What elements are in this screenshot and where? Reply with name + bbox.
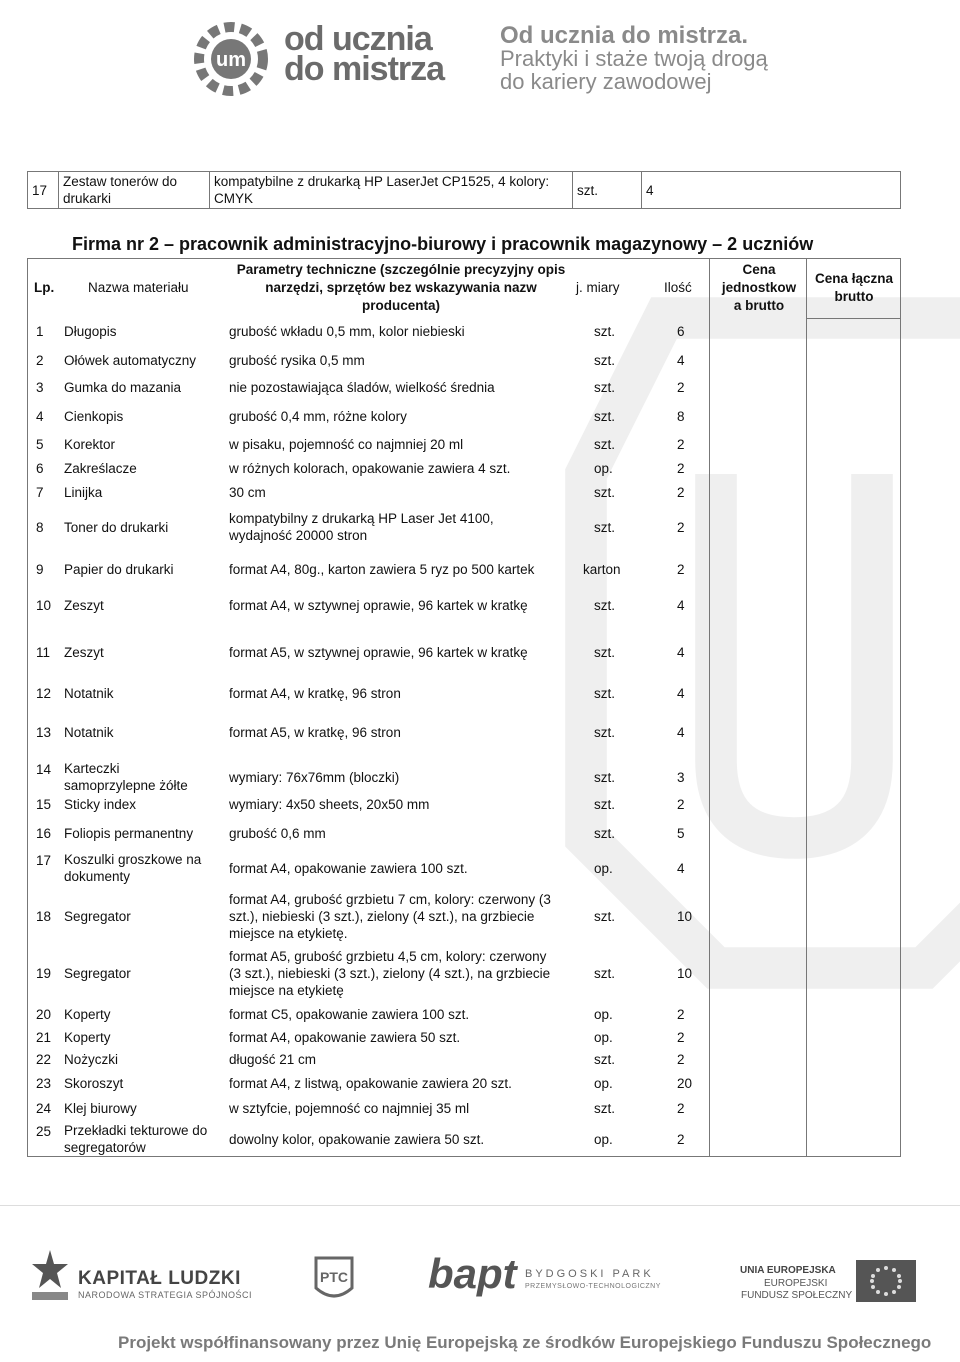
row-unit: szt. xyxy=(594,597,616,613)
row-lp: 16 xyxy=(36,825,52,841)
row-name: Zakreślacze xyxy=(64,460,137,476)
row-qty: 4 xyxy=(677,644,685,660)
row-params: grubość wkładu 0,5 mm, kolor niebieski xyxy=(229,323,465,339)
row-name: Linijka xyxy=(64,484,103,500)
row-lp: 1 xyxy=(36,323,44,339)
row-name: Korektor xyxy=(64,436,116,452)
row-name: Ołówek automatyczny xyxy=(64,352,197,368)
row-qty: 4 xyxy=(677,597,685,613)
row-unit: op. xyxy=(594,1075,613,1091)
row-qty: 4 xyxy=(642,172,901,209)
table-row xyxy=(28,172,901,209)
row-qty: 3 xyxy=(677,769,685,785)
eu-label-3: FUNDUSZ SPOŁECZNY xyxy=(741,1290,853,1301)
row-unit: karton xyxy=(583,561,621,577)
row-unit: op. xyxy=(594,1029,613,1045)
kapital-ludzki-title: KAPITAŁ LUDZKI xyxy=(78,1268,241,1289)
row-name: Koperty xyxy=(64,1006,111,1022)
row-unit: szt. xyxy=(594,825,616,841)
row-unit: szt. xyxy=(594,352,616,368)
row-lp: 22 xyxy=(36,1051,52,1067)
row-name: Segregator xyxy=(64,965,131,981)
row-unit: szt. xyxy=(594,1051,616,1067)
row-name: Zeszyt xyxy=(64,597,104,613)
row-name: Segregator xyxy=(64,908,131,924)
row-params: format A5, w kratkę, 96 stron xyxy=(229,724,401,740)
row-params: format A4, w kratkę, 96 stron xyxy=(229,685,401,701)
row-lp: 5 xyxy=(36,436,44,452)
row-lp: 20 xyxy=(36,1006,52,1022)
row-params: kompatybilne z drukarką HP LaserJet CP1525, 4 kolory: CMYK xyxy=(210,172,573,209)
column-header-unit-price: Cena jednostkow a brutto xyxy=(721,262,797,313)
row-qty: 6 xyxy=(677,323,685,339)
bapt-logo: bapt xyxy=(428,1250,517,1297)
row-name: Zeszyt xyxy=(64,644,104,660)
section-title: Firma nr 2 – pracownik administracyjno-biurowy i pracownik magazynowy – 2 uczniów xyxy=(72,234,814,254)
row-unit: szt. xyxy=(594,436,616,452)
row-lp: 4 xyxy=(36,408,44,424)
row-qty: 2 xyxy=(677,460,685,476)
row-lp: 13 xyxy=(36,724,52,740)
row-qty: 2 xyxy=(677,1100,685,1116)
row-lp: 8 xyxy=(36,519,44,535)
row-params: w sztyfcie, pojemność co najmniej 35 ml xyxy=(229,1100,470,1116)
emblem-icon xyxy=(312,1254,356,1306)
row-qty: 2 xyxy=(677,519,685,535)
row-unit: szt. xyxy=(594,685,616,701)
row-name: Gumka do mazania xyxy=(64,379,182,395)
row-name: Klej biurowy xyxy=(64,1100,137,1116)
row-name: Notatnik xyxy=(64,685,114,701)
row-unit: szt. xyxy=(594,724,616,740)
row-unit: szt. xyxy=(573,172,642,209)
cofinancing-note: Projekt współfinansowany przez Unię Europejską ze środków Europejskiego Funduszu Społecznego xyxy=(118,1333,932,1352)
row-lp: 17 xyxy=(36,852,52,868)
row-qty: 2 xyxy=(677,1006,685,1022)
row-params: nie pozostawiająca śladów, wielkość średnia xyxy=(229,379,495,395)
row-params: 30 cm xyxy=(229,484,266,500)
row-name: Przekładki tekturowe do segregatorów xyxy=(64,1123,208,1155)
row-unit: szt. xyxy=(594,323,616,339)
row-name: Cienkopis xyxy=(64,408,124,424)
row-lp: 12 xyxy=(36,685,52,701)
row-name: Karteczki samoprzylepne żółte xyxy=(64,761,188,793)
column-header-unit: j. miary xyxy=(576,280,620,295)
row-unit: szt. xyxy=(594,1100,616,1116)
svg-text:PTC: PTC xyxy=(320,1269,348,1285)
row-lp: 21 xyxy=(36,1029,52,1045)
row-lp: 11 xyxy=(36,644,51,660)
row-lp: 17 xyxy=(28,172,59,209)
row-params: w różnych kolorach, opakowanie zawiera 4 szt. xyxy=(229,460,511,476)
row-qty: 20 xyxy=(677,1075,693,1091)
row-name: Skoroszyt xyxy=(64,1075,124,1091)
row-params: grubość 0,6 mm xyxy=(229,825,326,841)
row-params: format C5, opakowanie zawiera 100 szt. xyxy=(229,1006,470,1022)
row-qty: 8 xyxy=(677,408,685,424)
row-lp: 23 xyxy=(36,1075,52,1091)
row-unit: op. xyxy=(594,1131,613,1147)
row-unit: op. xyxy=(594,860,613,876)
row-qty: 2 xyxy=(677,561,685,577)
row-params: format A4, grubość grzbietu 7 cm, kolory: czerwony (3 szt.), niebieski (3 szt.), zielony (4 szt.), na grzbiecie miejsce na etykietę. xyxy=(229,891,551,941)
row-params: format A5, grubość grzbietu 4,5 cm, kolory: czerwony (3 szt.), niebieski (3 szt.), zielony (4 szt.), na grzbiecie miejsce na etykietę xyxy=(229,948,551,998)
row-unit: szt. xyxy=(594,769,616,785)
row-qty: 4 xyxy=(677,724,685,740)
row-unit: szt. xyxy=(594,379,616,395)
row-qty: 2 xyxy=(677,436,685,452)
row-lp: 18 xyxy=(36,908,52,924)
logo-icon xyxy=(186,14,276,104)
row-params: format A4, w sztywnej oprawie, 96 kartek w kratkę xyxy=(229,597,528,613)
row-lp: 2 xyxy=(36,352,44,368)
row-name: Foliopis permanentny xyxy=(64,825,194,841)
row-qty: 4 xyxy=(677,860,685,876)
row-unit: szt. xyxy=(594,796,616,812)
row-lp: 15 xyxy=(36,796,52,812)
row-unit: op. xyxy=(594,1006,613,1022)
row-unit: szt. xyxy=(594,408,616,424)
row-qty: 4 xyxy=(677,685,685,701)
row-params: kompatybilny z drukarką HP Laser Jet 4100, wydajność 20000 stron xyxy=(229,511,494,543)
row-qty: 10 xyxy=(677,965,693,981)
eu-label-2: EUROPEJSKI xyxy=(764,1278,828,1289)
row-name: Zestaw tonerów do drukarki xyxy=(59,172,210,209)
row-lp: 10 xyxy=(36,597,52,613)
row-params: format A4, opakowanie zawiera 100 szt. xyxy=(229,860,468,876)
slogan: Od ucznia do mistrza. Praktyki i staże twoją drogą do kariery zawodowej xyxy=(500,22,768,94)
row-name: Koszulki groszkowe na dokumenty xyxy=(64,852,202,884)
column-header-total-price: Cena łączna brutto xyxy=(814,271,894,304)
row-lp: 25 xyxy=(36,1123,52,1139)
row-qty: 5 xyxy=(677,825,685,841)
row-params: grubość rysika 0,5 mm xyxy=(229,352,365,368)
row-lp: 9 xyxy=(36,561,44,577)
row-qty: 2 xyxy=(677,1131,685,1147)
row-qty: 10 xyxy=(677,908,693,924)
row-params: wymiary: 76x76mm (bloczki) xyxy=(229,769,400,785)
row-qty: 2 xyxy=(677,796,685,812)
row-params: wymiary: 4x50 sheets, 20x50 mm xyxy=(229,796,430,812)
row-lp: 3 xyxy=(36,379,44,395)
column-header-lp: Lp. xyxy=(34,280,55,295)
row-lp: 24 xyxy=(36,1100,52,1116)
row-lp: 14 xyxy=(36,761,52,777)
row-qty: 2 xyxy=(677,379,685,395)
logo-text: od ucznia do mistrza xyxy=(284,20,445,88)
row-qty: 2 xyxy=(677,1029,685,1045)
kapital-ludzki-subtitle: NARODOWA STRATEGIA SPÓJNOŚCI xyxy=(78,1290,253,1300)
row-params: format A4, z listwą, opakowanie zawiera 20 szt. xyxy=(229,1075,512,1091)
column-header-name: Nazwa materiału xyxy=(88,280,189,295)
row-unit: szt. xyxy=(594,965,616,981)
row-lp: 6 xyxy=(36,460,44,476)
row-qty: 2 xyxy=(677,484,685,500)
row-params: format A4, 80g., karton zawiera 5 ryz po 500 kartek xyxy=(229,561,535,577)
eu-label-1: UNIA EUROPEJSKA xyxy=(740,1265,836,1276)
row-qty: 2 xyxy=(677,1051,685,1067)
row-name: Nożyczki xyxy=(64,1051,119,1067)
row-unit: szt. xyxy=(594,644,616,660)
row-unit: szt. xyxy=(594,484,616,500)
column-header-params: Parametry techniczne (szczególnie precyzyjny opis narzędzi, sprzętów bez wskazywania nazw producenta) xyxy=(236,262,566,313)
row-lp: 7 xyxy=(36,484,44,500)
bapt-subtitle-2: PRZEMYSŁOWO-TECHNOLOGICZNY xyxy=(525,1283,661,1290)
row-unit: szt. xyxy=(594,519,616,535)
row-name: Notatnik xyxy=(64,724,114,740)
row-name: Papier do drukarki xyxy=(64,561,174,577)
row-params: w pisaku, pojemność co najmniej 20 ml xyxy=(229,436,464,452)
row-lp: 19 xyxy=(36,965,52,981)
row-name: Koperty xyxy=(64,1029,111,1045)
row-params: dowolny kolor, opakowanie zawiera 50 szt. xyxy=(229,1131,485,1147)
row-params: format A5, w sztywnej oprawie, 96 kartek w kratkę xyxy=(229,644,528,660)
bapt-subtitle-1: BYDGOSKI PARK xyxy=(525,1268,654,1280)
column-header-qty: Ilość xyxy=(664,280,692,295)
row-qty: 4 xyxy=(677,352,685,368)
row-params: długość 21 cm xyxy=(229,1051,317,1067)
row-params: format A4, opakowanie zawiera 50 szt. xyxy=(229,1029,461,1045)
svg-text:um: um xyxy=(216,49,246,71)
row-name: Sticky index xyxy=(64,796,137,812)
previous-table-row xyxy=(27,171,901,209)
row-unit: op. xyxy=(594,460,613,476)
row-name: Toner do drukarki xyxy=(64,519,169,535)
row-params: grubość 0,4 mm, różne kolory xyxy=(229,408,407,424)
row-name: Długopis xyxy=(64,323,117,339)
kapital-ludzki-logo-icon xyxy=(28,1248,72,1304)
row-unit: szt. xyxy=(594,908,616,924)
eu-flag-icon xyxy=(856,1260,916,1302)
